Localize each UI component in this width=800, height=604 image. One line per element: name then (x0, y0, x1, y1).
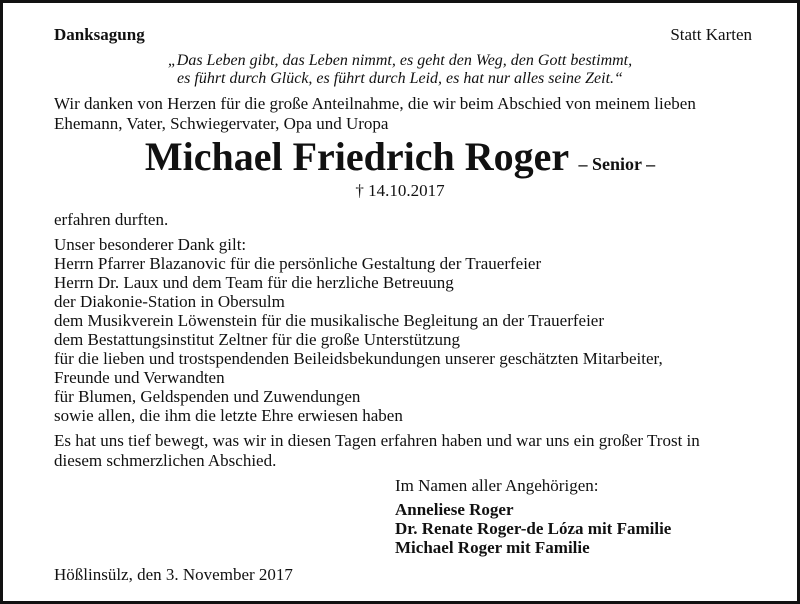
quote-line-2: es führt durch Glück, es führt durch Leid, es hat nur alles seine Zeit.“ (177, 70, 623, 87)
signature-intro: Im Namen aller Angehörigen: (395, 476, 599, 495)
quote-line-1: „Das Leben gibt, das Leben nimmt, es geht den Weg, den Gott bestimmt, (167, 52, 633, 69)
death-date: † 14.10.2017 (355, 181, 445, 200)
closing-line-1: Es hat uns tief bewegt, was wir in diesen Tagen erfahren haben und war uns ein großer Trost in (54, 431, 700, 450)
thanks-line: dem Bestattungsinstitut Zeltner für die große Unterstützung (54, 330, 461, 349)
thanks-line: Freunde und Verwandten (54, 368, 225, 387)
thanks-line: Herrn Pfarrer Blazanovic für die persönliche Gestaltung der Trauerfeier (54, 254, 542, 273)
thanks-line: der Diakonie-Station in Obersulm (54, 292, 285, 311)
thanks-line: für Blumen, Geldspenden und Zuwendungen (54, 387, 361, 406)
thanks-line: Unser besonderer Dank gilt: (54, 235, 247, 254)
deceased-name: Michael Friedrich Roger (144, 134, 569, 179)
thanks-line: für die lieben und trostspendenden Beileidsbekundungen unserer geschätzten Mitarbeiter, (54, 349, 663, 368)
deceased-suffix: – Senior – (578, 154, 656, 174)
heading-statt-karten: Statt Karten (670, 25, 752, 44)
intro-line-2: Ehemann, Vater, Schwiegervater, Opa und Uropa (54, 114, 389, 133)
thanks-line: sowie allen, die ihm die letzte Ehre erwiesen haben (54, 406, 403, 425)
place-date: Hößlinsülz, den 3. November 2017 (54, 565, 293, 584)
intro-line-1: Wir danken von Herzen für die große Anteilnahme, die wir beim Abschied von meinem lieben (54, 94, 696, 113)
signatory-name: Dr. Renate Roger-de Lóza mit Familie (395, 519, 672, 538)
after-name-text: erfahren durften. (54, 210, 169, 229)
deceased-name-block (3, 133, 797, 188)
thanks-line: dem Musikverein Löwenstein für die musikalische Begleitung an der Trauerfeier (54, 311, 604, 330)
thanks-line: Herrn Dr. Laux und dem Team für die herzliche Betreuung (54, 273, 454, 292)
signatory-name: Michael Roger mit Familie (395, 538, 590, 557)
heading-danksagung: Danksagung (54, 25, 145, 44)
signatory-name: Anneliese Roger (395, 500, 514, 519)
closing-line-2: diesem schmerzlichen Abschied. (54, 451, 277, 470)
